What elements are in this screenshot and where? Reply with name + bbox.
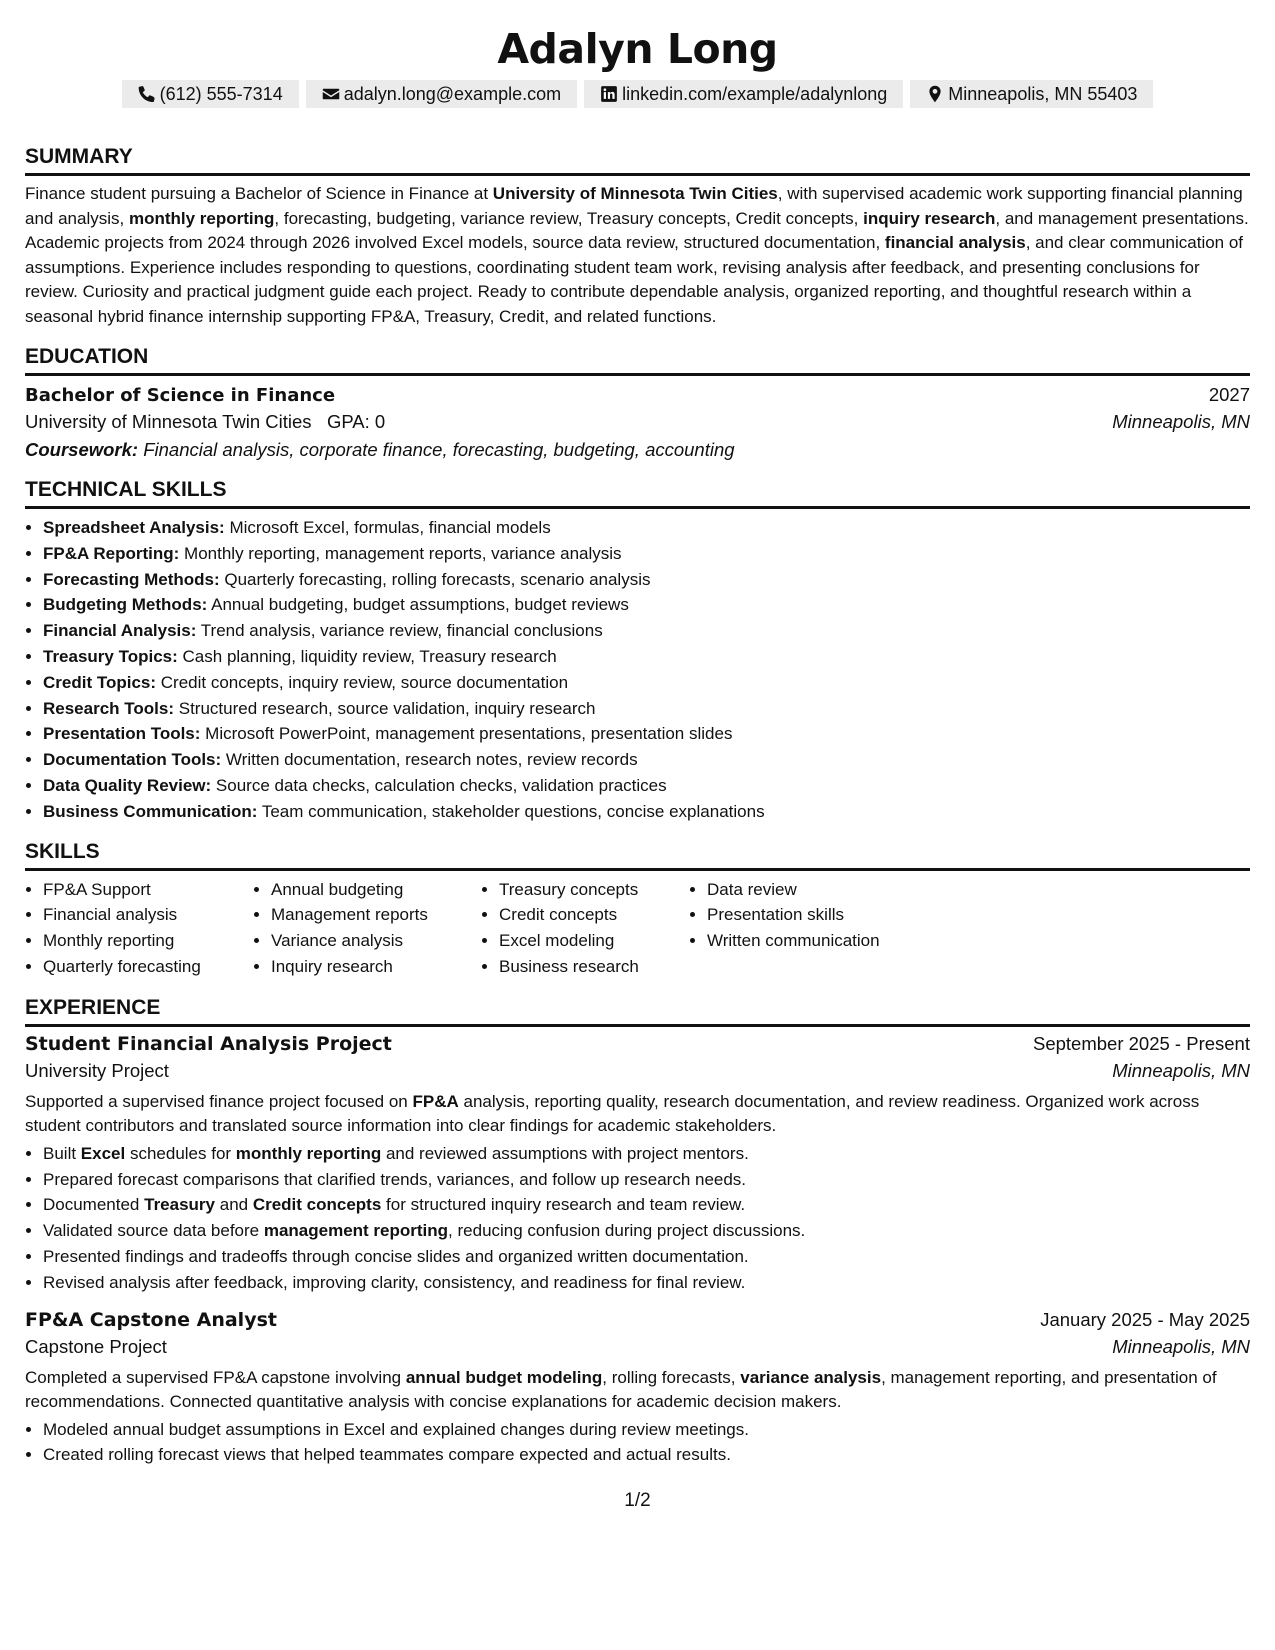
technical-skill-label: Business Communication: xyxy=(43,801,258,821)
resume-page xyxy=(25,0,1250,1468)
job-subheader xyxy=(25,1336,1250,1358)
skills-column xyxy=(253,877,481,980)
technical-skills-heading: TECHNICAL SKILLS xyxy=(25,477,1250,509)
emphasis: management reporting xyxy=(263,1221,449,1241)
job-location: Minneapolis, MN xyxy=(1112,1335,1250,1357)
technical-skill-text: Monthly reporting, management reports, variance analysis xyxy=(184,543,622,563)
job-dates: September 2025 - Present xyxy=(1033,1032,1250,1054)
technical-skill-text: Annual budgeting, budget assumptions, budget reviews xyxy=(211,595,629,615)
skills-grid xyxy=(25,877,1250,980)
job-header xyxy=(25,1309,1250,1331)
page-number: 1/2 xyxy=(624,1490,651,1511)
contact-email[interactable] xyxy=(306,80,577,108)
technical-skill-label: Credit Topics: xyxy=(43,672,157,692)
technical-skill-text: Quarterly forecasting, rolling forecasts, scenario analysis xyxy=(224,569,651,589)
coursework xyxy=(25,439,1250,461)
emphasis: Credit concepts xyxy=(252,1195,382,1215)
technical-skill-text: Credit concepts, inquiry review, source documentation xyxy=(160,672,569,692)
technical-skill-label: FP&A Reporting: xyxy=(43,543,180,563)
job-bullet: • Documented Treasury and Credit concepts for structured inquiry research and team review. xyxy=(43,1192,1250,1218)
experience-jobs xyxy=(25,1033,1250,1468)
technical-skill-label: Data Quality Review: xyxy=(43,775,212,795)
technical-skill-item xyxy=(43,721,1250,747)
job-bullet: • Built Excel schedules for monthly reporting and reviewed assumptions with project mentors. xyxy=(43,1141,1250,1167)
coursework-label: Coursework: xyxy=(25,439,139,460)
contact-linkedin-text: linkedin.com/example/adalynlong xyxy=(622,84,888,104)
experience-heading: EXPERIENCE xyxy=(25,995,1250,1027)
technical-skill-label: Research Tools: xyxy=(43,698,175,718)
job-bullet: • Revised analysis after feedback, improving clarity, consistency, and readiness for final review. xyxy=(43,1270,1250,1296)
experience-entry xyxy=(25,1033,1250,1296)
emphasis: Excel xyxy=(80,1143,126,1163)
phone-icon xyxy=(138,85,156,103)
technical-skill-item xyxy=(43,799,1250,825)
skill-item: • Financial analysis xyxy=(43,902,253,928)
gpa: GPA: 0 xyxy=(326,411,386,432)
technical-skill-text: Written documentation, research notes, review records xyxy=(225,750,638,770)
job-bullet: • Prepared forecast comparisons that clarified trends, variances, and follow up research needs. xyxy=(43,1167,1250,1193)
contact-location xyxy=(910,80,1153,108)
emphasis: monthly reporting xyxy=(235,1143,382,1163)
job-summary: Supported a supervised finance project focused on FP&A analysis, reporting quality, research documentation, and review readiness. Organized work across student contributors and translated source information into clear findings for academic stakeholders. xyxy=(25,1091,1200,1136)
linkedin-icon xyxy=(600,85,618,103)
technical-skill-text: Microsoft Excel, formulas, financial models xyxy=(229,518,551,537)
skill-item: • Monthly reporting xyxy=(43,928,253,954)
job-bullets xyxy=(25,1141,1250,1296)
school-location: Minneapolis, MN xyxy=(1112,411,1250,432)
contact-email-text: adalyn.long@example.com xyxy=(343,84,562,104)
summary-text: Finance student pursuing a Bachelor of Science in Finance at University of Minnesota Twin Cities, with supervised academic work supporting financial planning and analysis, monthly reporting, forecasting, budgeting, variance review, Treasury concepts, Credit concepts, inquiry research, and management presentations. Academic projects from 2024 through 2026 involved Excel models, source data review, structured documentation, financial analysis, and clear communication of assumptions. Experience includes responding to questions, coordinating student team work, revising analysis after feedback, and presenting conclusions for review. Curiosity and practical judgment guide each project. Ready to contribute dependable analysis, organized reporting, and thoughtful research within a seasonal hybrid finance internship supporting FP&A, Treasury, Credit, and related functions. xyxy=(25,184,1249,326)
technical-skill-label: Financial Analysis: xyxy=(43,621,197,641)
job-organization: Capstone Project xyxy=(25,1335,167,1357)
skills-heading: SKILLS xyxy=(25,839,1250,871)
technical-skill-text: Structured research, source validation, inquiry research xyxy=(178,698,596,718)
emphasis: monthly reporting xyxy=(128,208,275,228)
contact-linkedin[interactable] xyxy=(584,80,903,108)
job-summary: Completed a supervised FP&A capstone involving annual budget modeling, rolling forecasts, variance analysis, management reporting, and presentation of recommendations. Connected quantitative analysis with concise explanations for academic decision makers. xyxy=(25,1367,1217,1412)
job-title: Student Financial Analysis Project xyxy=(25,1032,392,1055)
technical-skills-list xyxy=(25,515,1250,825)
skill-item: • Presentation skills xyxy=(707,902,927,928)
candidate-name: Adalyn Long xyxy=(497,25,778,73)
technical-skill-item xyxy=(43,773,1250,799)
job-dates: January 2025 - May 2025 xyxy=(1040,1308,1250,1330)
contact-bar xyxy=(25,80,1250,108)
contact-phone[interactable] xyxy=(122,80,299,108)
emphasis: variance analysis xyxy=(740,1367,882,1387)
job-organization: University Project xyxy=(25,1059,169,1081)
technical-skill-label: Spreadsheet Analysis: xyxy=(43,518,225,537)
summary-heading: SUMMARY xyxy=(25,144,1250,176)
education-heading: EDUCATION xyxy=(25,344,1250,376)
skill-item: • Data review xyxy=(707,877,927,903)
technical-skill-label: Documentation Tools: xyxy=(43,750,222,770)
technical-skill-item xyxy=(43,644,1250,670)
technical-skill-text: Cash planning, liquidity review, Treasury research xyxy=(182,646,557,666)
technical-skill-text: Microsoft PowerPoint, management presentations, presentation slides xyxy=(205,724,733,744)
job-bullet: • Modeled annual budget assumptions in Excel and explained changes during review meetings. xyxy=(43,1417,1250,1443)
technical-skill-label: Presentation Tools: xyxy=(43,724,201,744)
skills-column xyxy=(689,877,927,980)
skill-item: • Excel modeling xyxy=(499,928,689,954)
technical-skill-text: Source data checks, calculation checks, validation practices xyxy=(215,775,667,795)
emphasis: Treasury xyxy=(144,1195,216,1215)
technical-skill-label: Forecasting Methods: xyxy=(43,569,220,589)
technical-skill-item xyxy=(43,592,1250,618)
skill-item: • Credit concepts xyxy=(499,902,689,928)
technical-skill-text: Trend analysis, variance review, financial conclusions xyxy=(200,621,603,641)
technical-skill-text: Team communication, stakeholder questions, concise explanations xyxy=(261,801,765,821)
degree: Bachelor of Science in Finance xyxy=(25,385,336,406)
skill-item: • Business research xyxy=(499,954,689,980)
skill-item: • Quarterly forecasting xyxy=(43,954,253,980)
skills-column xyxy=(25,877,253,980)
summary-section xyxy=(25,144,1250,329)
skill-item: • Written communication xyxy=(707,928,927,954)
experience-entry xyxy=(25,1309,1250,1469)
map-pin-icon xyxy=(926,85,944,103)
technical-skill-item xyxy=(43,696,1250,722)
job-bullet: • Presented findings and tradeoffs through concise slides and organized written documentation. xyxy=(43,1244,1250,1270)
technical-skill-item xyxy=(43,567,1250,593)
skill-item: • Variance analysis xyxy=(271,928,481,954)
technical-skill-label: Budgeting Methods: xyxy=(43,595,208,615)
emphasis: inquiry research xyxy=(863,208,996,228)
emphasis: annual budget modeling xyxy=(405,1367,603,1387)
skill-item: • Annual budgeting xyxy=(271,877,481,903)
technical-skill-item xyxy=(43,618,1250,644)
emphasis: FP&A xyxy=(412,1091,459,1111)
job-subheader xyxy=(25,1060,1250,1082)
school-name: University of Minnesota Twin Cities xyxy=(25,411,312,432)
technical-skill-label: Treasury Topics: xyxy=(43,646,178,666)
emphasis: University of Minnesota Twin Cities xyxy=(492,184,778,203)
technical-skill-item xyxy=(43,747,1250,773)
technical-skill-item xyxy=(43,541,1250,567)
skill-item: • Management reports xyxy=(271,902,481,928)
job-bullet: • Created rolling forecast views that helped teammates compare expected and actual results. xyxy=(43,1442,1250,1468)
contact-phone-text: (612) 555-7314 xyxy=(159,84,283,104)
technical-skills-section xyxy=(25,477,1250,825)
job-title: FP&A Capstone Analyst xyxy=(25,1308,277,1331)
skill-item: • Treasury concepts xyxy=(499,877,689,903)
graduation-year: 2027 xyxy=(1208,384,1250,405)
skill-item: • Inquiry research xyxy=(271,954,481,980)
technical-skill-item xyxy=(43,515,1250,541)
school-line xyxy=(25,411,385,433)
skill-item: • FP&A Support xyxy=(43,877,253,903)
job-location: Minneapolis, MN xyxy=(1112,1059,1250,1081)
skills-column xyxy=(481,877,689,980)
contact-location-text: Minneapolis, MN 55403 xyxy=(948,84,1138,104)
coursework-text: Financial analysis, corporate finance, forecasting, budgeting, accounting xyxy=(143,439,735,460)
skills-section xyxy=(25,839,1250,980)
education-row-school xyxy=(25,411,1250,433)
technical-skill-item xyxy=(43,670,1250,696)
education-row-degree xyxy=(25,384,1250,406)
job-bullet: • Validated source data before management reporting, reducing confusion during project discussions. xyxy=(43,1218,1250,1244)
job-bullets xyxy=(25,1417,1250,1469)
emphasis: financial analysis xyxy=(884,233,1026,252)
job-header xyxy=(25,1033,1250,1055)
envelope-icon xyxy=(322,85,340,103)
education-section xyxy=(25,344,1250,461)
experience-section xyxy=(25,995,1250,1468)
